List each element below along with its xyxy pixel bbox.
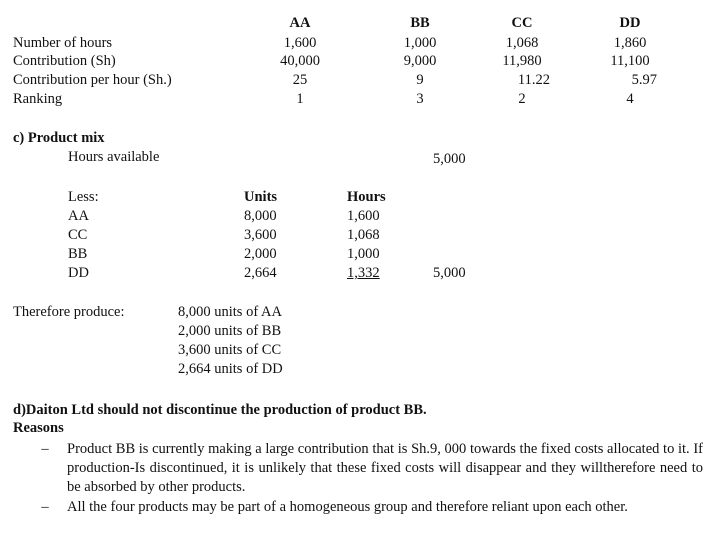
table-cell: 4: [626, 91, 634, 107]
table-cell: 1,000: [403, 35, 437, 51]
column-header-bb: BB: [410, 15, 430, 31]
mix-hours-value-underlined: 1,332: [347, 265, 380, 281]
table-cell: 40,000: [280, 53, 320, 69]
less-label: Less:: [68, 189, 99, 205]
table-cell: 9: [416, 72, 424, 88]
produce-line: 2,000 units of BB: [178, 323, 282, 339]
reason-bullet-text: Product BB is currently making a large contribution that is Sh.9, 000 towards the fixed costs allocated to it. If production-Is discontinued, it is unlikely that these fixed costs will disappear and they willtherefore need to be absorbed by other products.: [67, 441, 703, 496]
reason-bullet-text: All the four products may be part of a homogeneous group and therefore reliant upon each other.: [67, 499, 628, 515]
row-label-contribution: Contribution (Sh): [13, 53, 116, 69]
produce-line: 3,600 units of CC: [178, 342, 282, 358]
column-header-dd: DD: [619, 15, 641, 31]
hours-available-label: Hours available: [68, 149, 160, 165]
units-header: Units: [244, 189, 278, 205]
table-cell: 11,980: [502, 53, 542, 69]
row-label-contribution-per-hour: Contribution per hour (Sh.): [13, 72, 172, 88]
section-d-heading: d)Daiton Ltd should not discontinue the production of product BB.: [13, 402, 427, 418]
mix-product-label: AA: [68, 208, 89, 224]
table-cell: 9,000: [403, 53, 437, 69]
mix-hours-value: 1,600: [347, 208, 380, 224]
row-label-number-of-hours: Number of hours: [13, 35, 113, 51]
produce-line: 8,000 units of AA: [178, 304, 282, 320]
mix-units-value: 3,600: [244, 227, 277, 243]
hours-header: Hours: [347, 189, 386, 205]
mix-hours-value: 1,068: [347, 227, 380, 243]
mix-product-label: CC: [68, 227, 88, 243]
table-cell: 11,100: [610, 53, 650, 69]
table-cell: 3: [416, 91, 424, 107]
table-cell: 11.22: [517, 72, 550, 88]
mix-units-value: 2,664: [244, 265, 277, 281]
reasons-heading: Reasons: [13, 420, 64, 436]
mix-units-value: 8,000: [244, 208, 277, 224]
mix-hours-value: 1,000: [347, 246, 380, 262]
mix-units-value: 2,000: [244, 246, 277, 262]
mix-product-label: BB: [68, 246, 88, 262]
row-label-ranking: Ranking: [13, 91, 63, 107]
bullet-marker: –: [41, 499, 49, 515]
hours-available-value: 5,000: [433, 151, 466, 167]
table-cell: 25: [292, 72, 308, 88]
table-cell: 1,600: [283, 35, 317, 51]
table-cell: 5.97: [631, 72, 657, 88]
mix-product-label: DD: [68, 265, 89, 281]
column-header-cc: CC: [511, 15, 533, 31]
therefore-produce-label: Therefore produce:: [13, 304, 125, 320]
table-cell: 1,860: [613, 35, 647, 51]
table-cell: 1,068: [505, 35, 539, 51]
mix-total-hours: 5,000: [433, 265, 466, 281]
column-header-aa: AA: [289, 15, 311, 31]
table-cell: 2: [518, 91, 526, 107]
bullet-marker: –: [41, 441, 49, 457]
table-cell: 1: [296, 91, 304, 107]
produce-line: 2,664 units of DD: [178, 361, 283, 377]
product-mix-heading: c) Product mix: [13, 130, 105, 146]
